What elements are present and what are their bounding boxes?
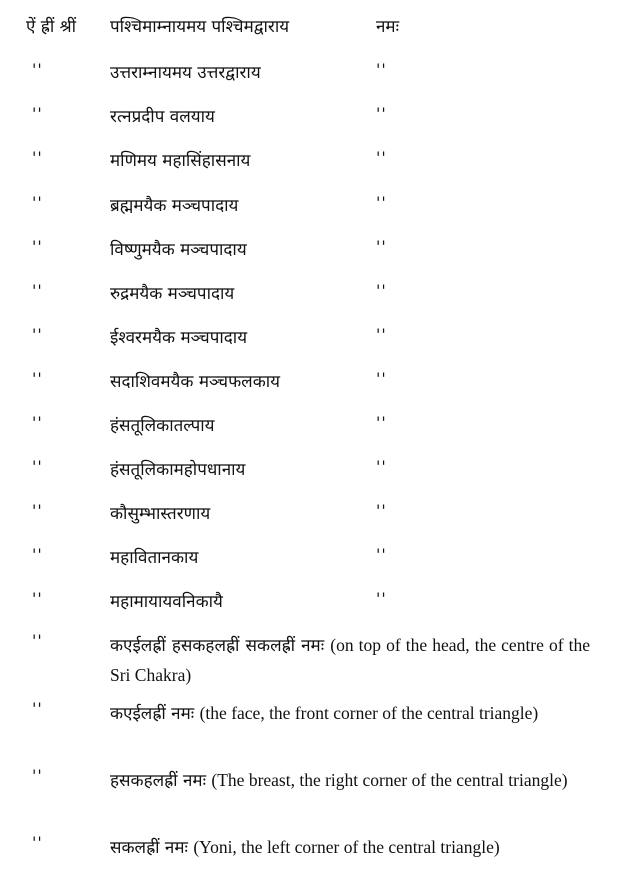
mantra-text: सदाशिवमयैक मञ्चफलकाय bbox=[110, 372, 281, 392]
mantra-text: ईश्वरमयैक मञ्चपादाय bbox=[110, 328, 248, 348]
ditto-mark: '' bbox=[32, 325, 43, 344]
ditto-mark: '' bbox=[376, 193, 387, 212]
mantra-text: ब्रह्ममयैक मञ्चपादाय bbox=[110, 196, 239, 216]
ditto-mark: '' bbox=[376, 501, 387, 520]
placement-note: (The breast, the right corner of the central triangle) bbox=[211, 770, 568, 790]
mantra-text: रुद्रमयैक मञ्चपादाय bbox=[110, 284, 235, 304]
mantra-text: महावितानकाय bbox=[110, 548, 199, 568]
ditto-mark: '' bbox=[32, 369, 43, 388]
placement-note: (Yoni, the left corner of the central triangle) bbox=[193, 837, 500, 857]
ditto-mark: '' bbox=[32, 501, 43, 520]
ditto-mark: '' bbox=[32, 237, 43, 256]
mantra-text: हंसतूलिकातल्पाय bbox=[110, 416, 215, 436]
mantra-text: विष्णुमयैक मञ्चपादाय bbox=[110, 240, 247, 260]
ditto-mark: '' bbox=[32, 699, 43, 718]
ditto-mark: '' bbox=[32, 589, 43, 608]
ditto-mark: '' bbox=[376, 545, 387, 564]
placement-note: (on top of the head, the centre of the Sri Chakra) bbox=[110, 635, 590, 685]
ditto-mark: '' bbox=[32, 631, 43, 650]
ditto-mark: '' bbox=[32, 413, 43, 432]
ditto-mark: '' bbox=[376, 369, 387, 388]
placement-note: (the face, the front corner of the central triangle) bbox=[199, 703, 539, 723]
ditto-mark: '' bbox=[376, 237, 387, 256]
bija-prefix: ऐं ह्रीं श्रीं bbox=[26, 17, 77, 37]
ditto-mark: '' bbox=[32, 104, 43, 123]
ditto-mark: '' bbox=[32, 833, 43, 852]
mantra-text: कएईलह्रीं हसकहलह्रीं सकलह्रीं नमः bbox=[110, 636, 325, 656]
namah-suffix: नमः bbox=[376, 17, 400, 37]
ditto-mark: '' bbox=[32, 545, 43, 564]
ditto-mark: '' bbox=[376, 148, 387, 167]
mantra-text: हंसतूलिकामहोपधानाय bbox=[110, 460, 246, 480]
mantra-text: कौसुम्भास्तरणाय bbox=[110, 504, 211, 524]
ditto-mark: '' bbox=[376, 104, 387, 123]
mantra-text: कएईलह्रीं नमः bbox=[110, 704, 195, 724]
ditto-mark: '' bbox=[376, 457, 387, 476]
ditto-mark: '' bbox=[376, 413, 387, 432]
ditto-mark: '' bbox=[32, 281, 43, 300]
ditto-mark: '' bbox=[32, 766, 43, 785]
mantra-text: मणिमय महासिंहासनाय bbox=[110, 151, 251, 171]
mantra-note-text bbox=[110, 631, 590, 691]
mantra-text: उत्तराम्नायमय उत्तरद्वाराय bbox=[110, 63, 261, 83]
mantra-text: रत्नप्रदीप वलयाय bbox=[110, 107, 215, 127]
mantra-text: पश्चिमाम्नायमय पश्चिमद्वाराय bbox=[110, 17, 290, 37]
ditto-mark: '' bbox=[32, 148, 43, 167]
ditto-mark: '' bbox=[376, 325, 387, 344]
mantra-note-text bbox=[110, 766, 590, 796]
ditto-mark: '' bbox=[32, 60, 43, 79]
ditto-mark: '' bbox=[32, 457, 43, 476]
ditto-mark: '' bbox=[376, 589, 387, 608]
mantra-note-text bbox=[110, 699, 590, 729]
ditto-mark: '' bbox=[32, 193, 43, 212]
ditto-mark: '' bbox=[376, 60, 387, 79]
mantra-note-text bbox=[110, 833, 590, 863]
mantra-text: सकलह्रीं नमः bbox=[110, 838, 188, 858]
mantra-text: महामायायवनिकायै bbox=[110, 592, 223, 612]
mantra-text: हसकहलह्रीं नमः bbox=[110, 771, 206, 791]
ditto-mark: '' bbox=[376, 281, 387, 300]
